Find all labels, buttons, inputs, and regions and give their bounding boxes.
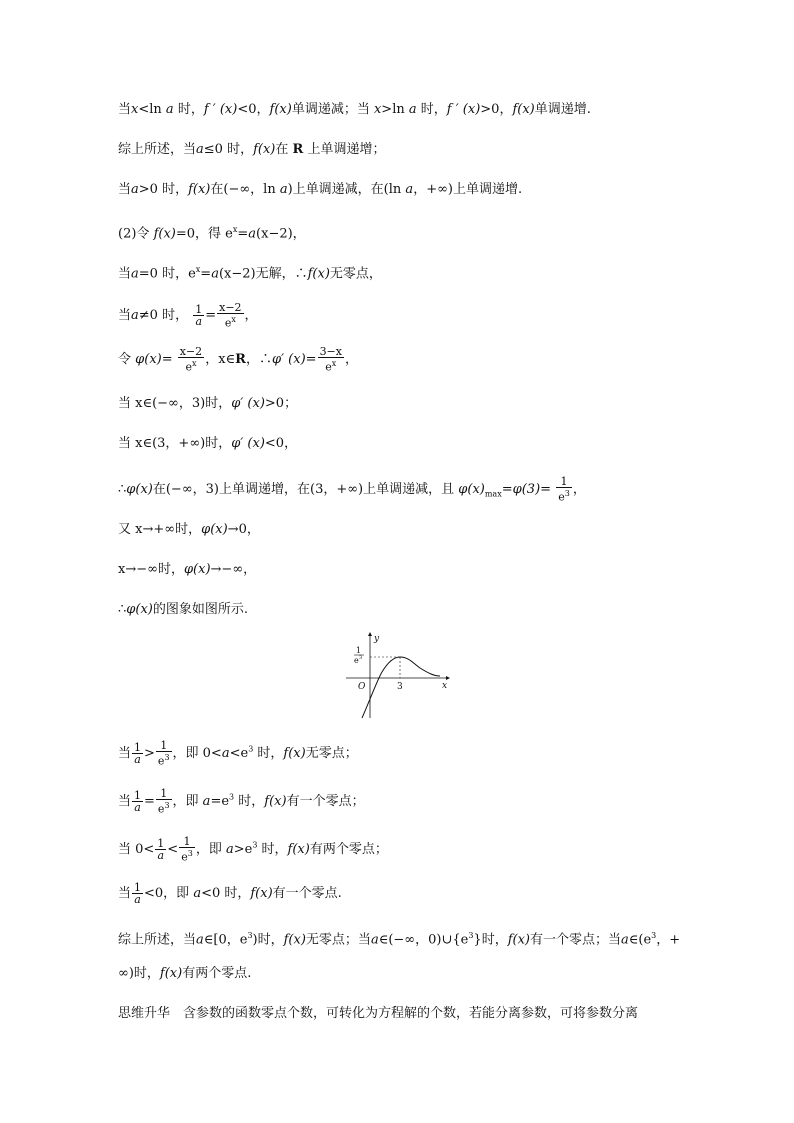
text-line: 当a>0 时，f(x)在(−∞，ln a)上单调递减，在(ln a，+∞)上单调递增.: [118, 182, 523, 197]
text-line: 当 x∈(−∞，3)时，φ′ (x)>0；: [118, 396, 298, 411]
x-tick-label: 3: [397, 682, 403, 692]
y-axis-arrow: [368, 632, 372, 636]
text-line: 当 x∈(3，+∞)时，φ′ (x)<0，: [118, 436, 298, 451]
text-line: 当x<ln a 时，f ′ (x)<0，f(x)单调递减；当 x>ln a 时，f ′ (x)>0，f(x)单调递增.: [118, 102, 591, 117]
y-axis-label: y: [374, 634, 380, 644]
text-line: (2)令 f(x)=0，得 $e^x=a(x-2)$，: [118, 225, 306, 242]
text-line: 综上所述，当a≤0 时，f(x)在 R 上单调递增；: [118, 142, 386, 157]
text-line: 思维升华 含参数的函数零点个数，可转化为方程解的个数，若能分离参数，可将参数分离: [118, 1006, 639, 1021]
text-line: 综上所述，当a∈[0，$e^3$)时，f(x)无零点；当a∈(−∞，$0)\cup\{e^3\}$时，f(x)有一个零点；当$a\in(e^3$，+: [118, 931, 681, 948]
text-line: 令 φ(x)= $\frac{x-2}{e^x}$ ，x∈R，∴φ′ (x)= $\frac{3-x}{e^x}$ ，: [118, 345, 358, 374]
text-line: 又 x→+∞时，φ(x)→0，: [118, 522, 260, 537]
x-axis-arrow: [446, 676, 450, 680]
fraction: $\frac{1}{a}$: [134, 788, 142, 814]
function-graph: [340, 630, 452, 722]
text-line: 当a≠0 时， $\frac{1}{a}$ = $\frac{x-2}{e^x}$ ，: [118, 301, 258, 330]
fraction: $\frac{3-x}{e^x}$: [319, 345, 342, 374]
fraction: $\frac{1}{e^3}$: [558, 475, 570, 504]
y-tick-den-sup: 3: [359, 655, 363, 661]
y-tick-den: e: [354, 656, 359, 665]
text-line: x→−∞时，φ(x)→−∞，: [118, 562, 257, 577]
text-line: 当 $\frac{1}{a}$ <0，即 a<0 时，f(x)有一个零点.: [118, 881, 342, 906]
fraction: $\frac{1}{a}$: [195, 302, 203, 328]
fraction: $\frac{1}{a}$: [157, 836, 165, 862]
y-tick-num: 1: [356, 646, 362, 655]
text-line: 当 0< $\frac{1}{a}$ < $\frac{1}{e^3}$ ，即 $a>e^3$ 时，f(x)有两个零点；: [118, 835, 388, 864]
fraction: $\frac{1}{e^3}$: [181, 835, 193, 864]
fraction: $\frac{1}{a}$: [134, 740, 142, 766]
fraction: $\frac{1}{e^3}$: [157, 787, 170, 816]
text-line: 当 $\frac{1}{a}$ = $\frac{1}{e^3}$ ，即 $a=e^3$ 时，f(x)有一个零点；: [118, 787, 365, 816]
text-line: 当 $\frac{1}{a}$ > $\frac{1}{e^3}$ ，即 $0<a<e^3$ 时，f(x)无零点；: [118, 739, 358, 768]
text-line: ∞)时，f(x)有两个零点.: [118, 966, 252, 981]
origin-label: O: [358, 682, 366, 692]
fraction: $\frac{x-2}{e^x}$: [179, 345, 203, 374]
fraction: $\frac{1}{e^3}$: [157, 739, 170, 768]
text-line: 当a=0 时，$e^x=a(x-2)$无解，∴f(x)无零点，: [118, 265, 382, 282]
text-line: ∴φ(x)的图象如图所示.: [118, 602, 248, 617]
fraction: $\frac{1}{a}$: [134, 881, 142, 906]
text-line: ∴φ(x)在(−∞，3)上单调递增，在(3，+∞)上单调递减，且 $\varphi(x)_{max}=\varphi(3)=$ $\frac{1}{e^3}$ ，: [118, 475, 586, 504]
x-axis-label: x: [442, 681, 448, 691]
fraction: $\frac{x-2}{e^x}$: [219, 301, 242, 330]
